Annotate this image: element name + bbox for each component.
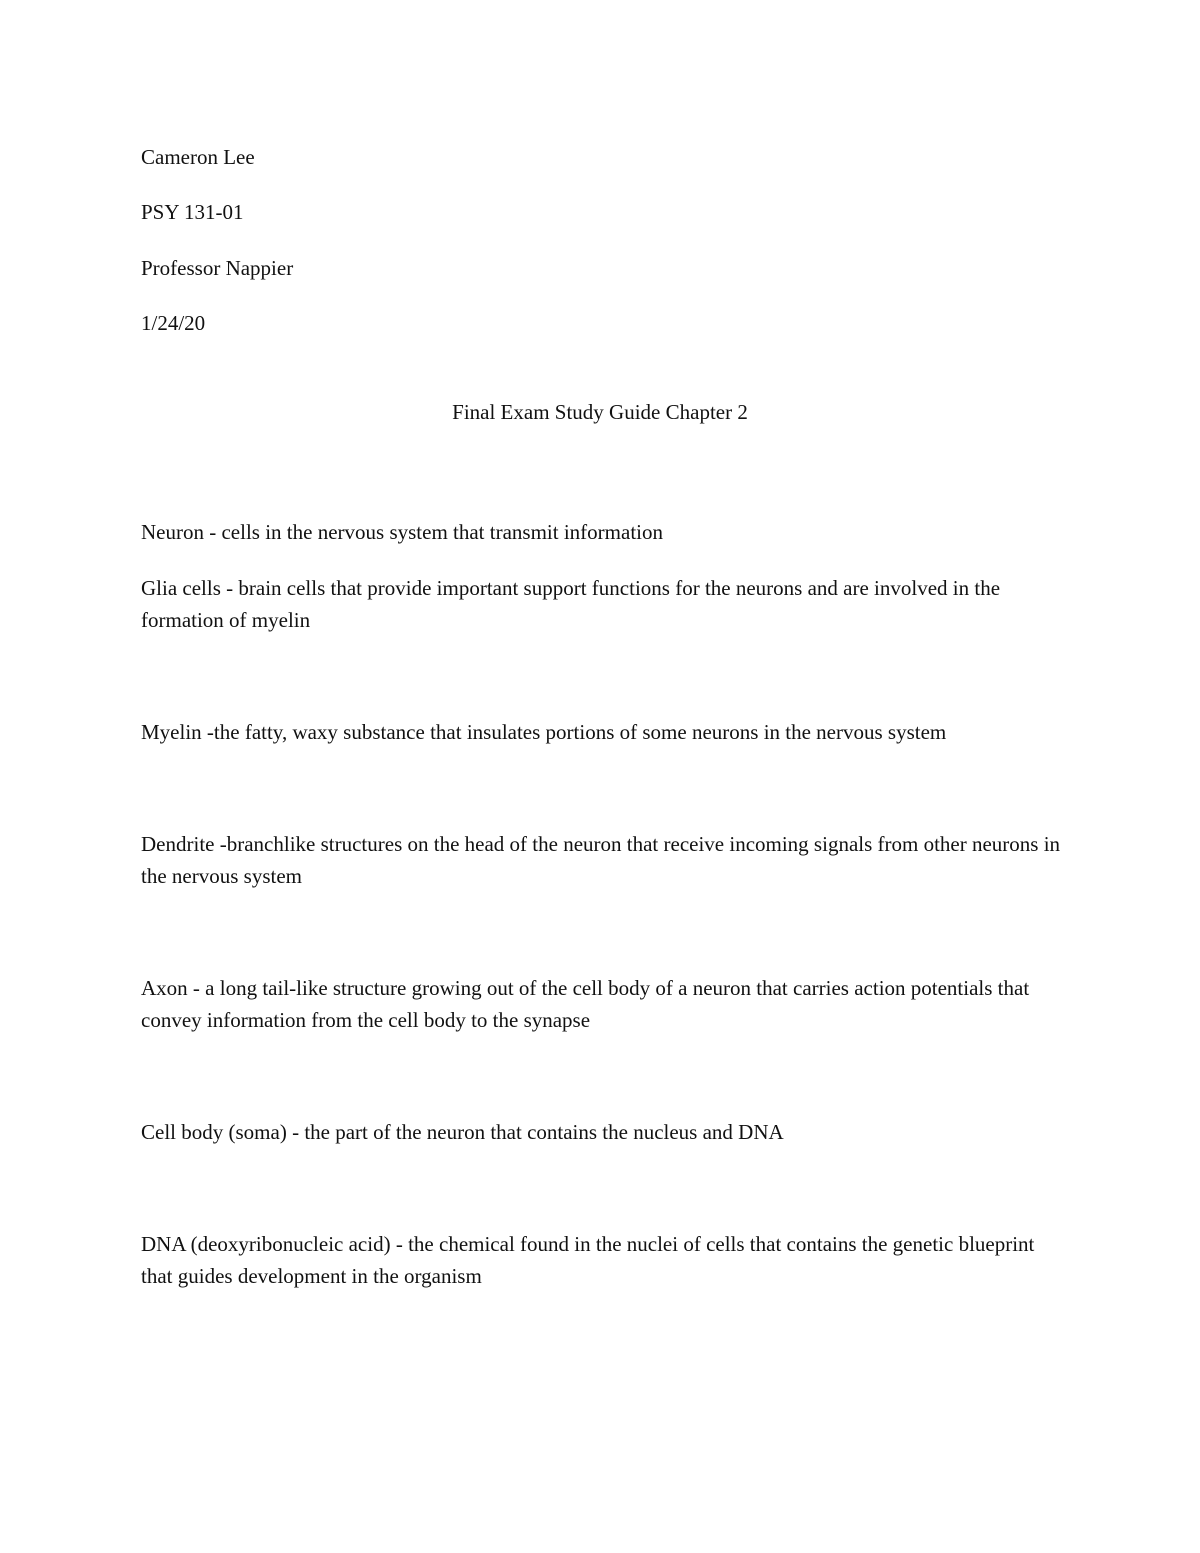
definition-entry (141, 516, 1071, 548)
separator: - (201, 720, 214, 744)
term: Cell body (soma) (141, 1120, 287, 1144)
definition: the fatty, waxy substance that insulates portions of some neurons in the nervous system (213, 720, 947, 744)
document-title: Final Exam Study Guide Chapter 2 (452, 400, 748, 424)
term: DNA (deoxyribonucleic acid) (141, 1232, 391, 1256)
separator: - (286, 1120, 305, 1144)
separator: - (203, 520, 222, 544)
definition-entry (141, 572, 1071, 636)
definition: brain cells that provide important support functions for the neurons and are involved in the formation of myelin (141, 576, 1001, 632)
separator: - (390, 1232, 409, 1256)
definition-entry (141, 972, 1071, 1036)
term: Dendrite (141, 832, 215, 856)
definition: the part of the neuron that contains the nucleus and DNA (304, 1120, 784, 1144)
course-code: PSY 131-01 (141, 200, 244, 224)
definition: cells in the nervous system that transmit information (221, 520, 663, 544)
definition: the chemical found in the nuclei of cells that contains the genetic blueprint that guides development in the organism (141, 1232, 1035, 1288)
definition-entry (141, 716, 1071, 748)
definition-entry (141, 828, 1071, 892)
definition: branchlike structures on the head of the neuron that receive incoming signals from other neurons in the nervous system (141, 832, 1061, 888)
date: 1/24/20 (141, 311, 206, 335)
separator: - (187, 976, 206, 1000)
term: Neuron (141, 520, 204, 544)
separator: - (214, 832, 227, 856)
definition-entry (141, 1228, 1071, 1292)
professor-name: Professor Nappier (141, 256, 294, 280)
term: Axon (141, 976, 188, 1000)
definition-entry (141, 1116, 1071, 1148)
student-name: Cameron Lee (141, 145, 255, 169)
separator: - (220, 576, 239, 600)
term: Myelin (141, 720, 202, 744)
term: Glia cells (141, 576, 221, 600)
definition: a long tail-like structure growing out of the cell body of a neuron that carries action potentials that convey information from the cell body to the synapse (141, 976, 1030, 1032)
